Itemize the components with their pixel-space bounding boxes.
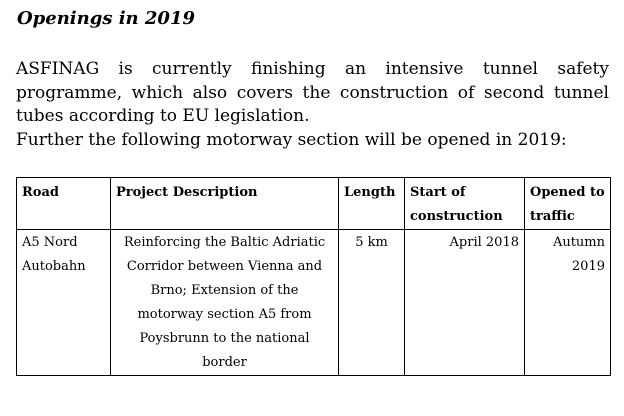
cell-project-description: Reinforcing the Baltic Adriatic Corridor between Vienna and Brno; Extension of the motorway section A5 from Poysbrunn to the national border xyxy=(111,230,339,376)
openings-table xyxy=(16,177,611,376)
table-header-row xyxy=(17,178,611,230)
page-heading: Openings in 2019 xyxy=(17,8,196,29)
table-row xyxy=(17,230,611,376)
paragraph-line: Further the following motorway section will be opened in 2019: xyxy=(16,129,567,150)
cell-length: 5 km xyxy=(339,230,405,376)
intro-paragraph xyxy=(16,58,609,152)
cell-start-of-construction: April 2018 xyxy=(405,230,525,376)
paragraph-line: tubes according to EU legislation. xyxy=(16,106,310,126)
cell-opened-to-traffic: Autumn 2019 xyxy=(525,230,611,376)
header-road: Road xyxy=(17,178,111,230)
header-project-description: Project Description xyxy=(111,178,339,230)
header-opened-to-traffic: Opened to traffic xyxy=(525,178,611,230)
header-length: Length xyxy=(339,178,405,230)
header-start-of-construction: Start of construction xyxy=(405,178,525,230)
paragraph-line: ASFINAG is currently finishing an intensive tunnel safety xyxy=(16,59,609,79)
cell-road: A5 Nord Autobahn xyxy=(17,230,111,376)
paragraph-line: programme, which also covers the construction of second tunnel xyxy=(16,82,609,103)
